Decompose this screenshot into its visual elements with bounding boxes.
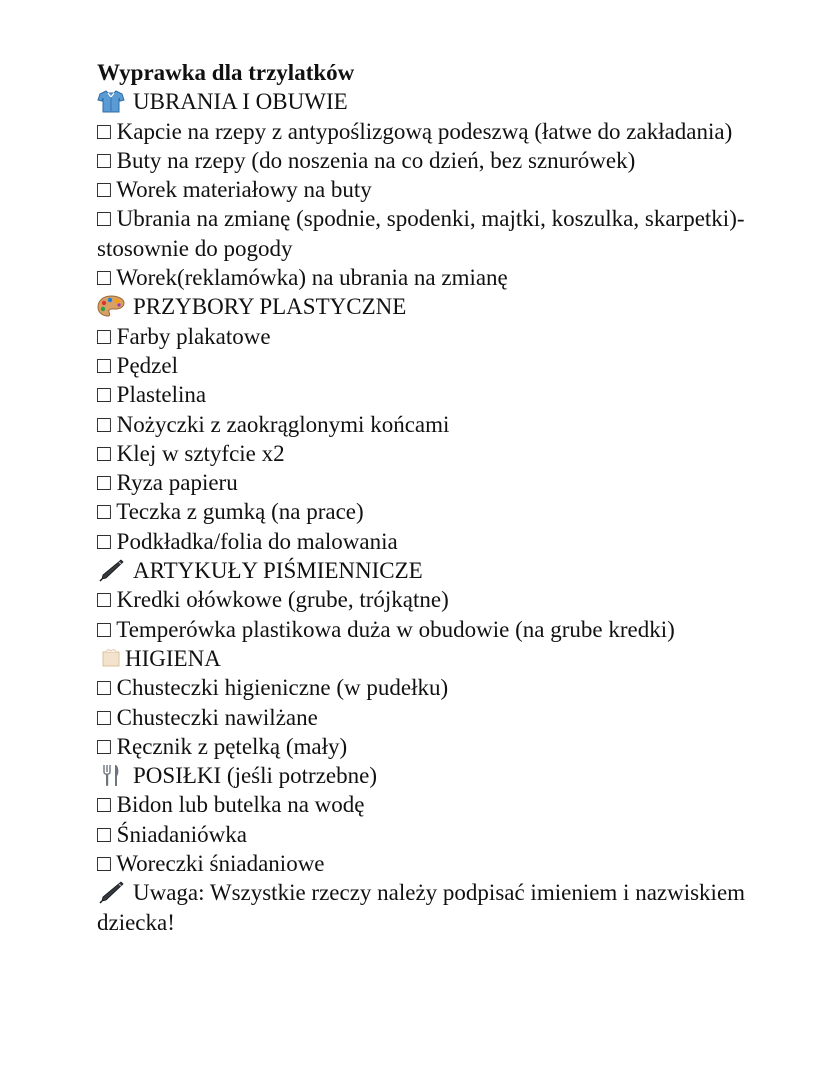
section-heading-higiena [97, 644, 777, 673]
checkbox[interactable]: □ [97, 821, 111, 847]
section-heading-przybory [97, 292, 777, 321]
checkbox[interactable]: □ [97, 352, 111, 378]
checklist-item-text: Teczka z gumką (na prace) [116, 499, 364, 525]
checklist-item-text: Nożyczki z zaokrąglonymi końcami [116, 411, 450, 437]
checklist-item [97, 790, 777, 819]
checkbox[interactable]: □ [97, 323, 111, 349]
checklist-item-text: Ręcznik z pętelką (mały) [116, 733, 348, 759]
pen-icon [97, 880, 125, 904]
checklist-item [97, 175, 777, 204]
checklist-item [97, 849, 777, 878]
palette-icon [97, 294, 125, 318]
section-heading-text: UBRANIA I OBUWIE [133, 89, 348, 115]
checkbox[interactable]: □ [97, 382, 111, 408]
checklist-item [97, 117, 777, 146]
checklist-item-text: Śniadaniówka [116, 821, 247, 847]
checklist-item [97, 468, 777, 497]
checklist-item-text: Kredki ołówkowe (grube, trójkątne) [116, 587, 449, 613]
checklist-item [97, 322, 777, 351]
section-heading-artykuly [97, 556, 777, 585]
checklist-item [97, 585, 777, 614]
checklist-item-text: Buty na rzepy (do noszenia na co dzień, bez sznurówek) [116, 147, 636, 173]
section-heading-ubrania [97, 87, 777, 116]
document-page [97, 58, 777, 937]
checkbox[interactable]: □ [97, 733, 111, 759]
checkbox[interactable]: □ [97, 147, 111, 173]
checklist-item [97, 351, 777, 380]
checklist-item-text: Pędzel [116, 352, 178, 378]
checklist-item [97, 527, 777, 556]
checklist-item-text: Ubrania na zmianę (spodnie, spodenki, majtki, koszulka, skarpetki)-stosownie do pogody [97, 206, 745, 261]
checklist-item-text: Podkładka/folia do malowania [116, 528, 398, 554]
checklist-item [97, 732, 777, 761]
checklist-item-text: Worek materiałowy na buty [116, 177, 372, 203]
checkbox[interactable]: □ [97, 499, 111, 525]
checklist-item [97, 673, 777, 702]
checkbox[interactable]: □ [97, 411, 111, 437]
tissue-icon [97, 646, 125, 670]
checkbox[interactable]: □ [97, 616, 111, 642]
checklist-item-text: Worek(reklamówka) na ubrania na zmianę [116, 265, 508, 291]
tshirt-icon [97, 89, 125, 113]
checkbox[interactable]: □ [97, 675, 111, 701]
checklist-item [97, 410, 777, 439]
checklist-item [97, 204, 777, 263]
checklist-item-text: Ryza papieru [116, 470, 238, 496]
checkbox[interactable]: □ [97, 528, 111, 554]
checklist-item-text: Temperówka plastikowa duża w obudowie (na grube kredki) [116, 616, 675, 642]
checkbox[interactable]: □ [97, 587, 111, 613]
checklist-item [97, 497, 777, 526]
checklist-item [97, 263, 777, 292]
document-title: Wyprawka dla trzylatków [97, 60, 355, 85]
checklist-item [97, 615, 777, 644]
checklist-item-text: Klej w sztyfcie x2 [116, 440, 285, 466]
checkbox[interactable]: □ [97, 851, 111, 877]
note-text: Uwaga: Wszystkie rzeczy należy podpisać imieniem i nazwiskiem dziecka! [97, 880, 746, 935]
checkbox[interactable]: □ [97, 470, 111, 496]
checkbox[interactable]: □ [97, 440, 111, 466]
checklist-item [97, 380, 777, 409]
checkbox[interactable]: □ [97, 265, 111, 291]
checklist-item-text: Farby plakatowe [116, 323, 271, 349]
checkbox[interactable]: □ [97, 118, 111, 144]
section-heading-text: PRZYBORY PLASTYCZNE [133, 294, 407, 320]
section-heading-text: POSIŁKI (jeśli potrzebne) [133, 763, 377, 789]
checklist-item-text: Chusteczki nawilżane [116, 704, 318, 730]
note [97, 878, 777, 937]
pen-icon [97, 558, 125, 582]
fork-knife-icon [97, 763, 125, 787]
checklist-item [97, 439, 777, 468]
checklist-item [97, 703, 777, 732]
checkbox[interactable]: □ [97, 177, 111, 203]
checklist-item [97, 820, 777, 849]
checkbox[interactable]: □ [97, 704, 111, 730]
checkbox[interactable]: □ [97, 206, 111, 232]
checklist-item [97, 146, 777, 175]
section-heading-posilki [97, 761, 777, 790]
checkbox[interactable]: □ [97, 792, 111, 818]
checklist-item-text: Plastelina [116, 382, 207, 408]
checklist-item-text: Chusteczki higieniczne (w pudełku) [116, 675, 449, 701]
section-heading-text: HIGIENA [125, 645, 221, 671]
checklist-item-text: Bidon lub butelka na wodę [116, 792, 365, 818]
section-heading-text: ARTYKUŁY PIŚMIENNICZE [133, 558, 423, 584]
checklist-item-text: Kapcie na rzepy z antypoślizgową podeszwą (łatwe do zakładania) [116, 118, 733, 144]
checklist-item-text: Woreczki śniadaniowe [116, 851, 325, 877]
